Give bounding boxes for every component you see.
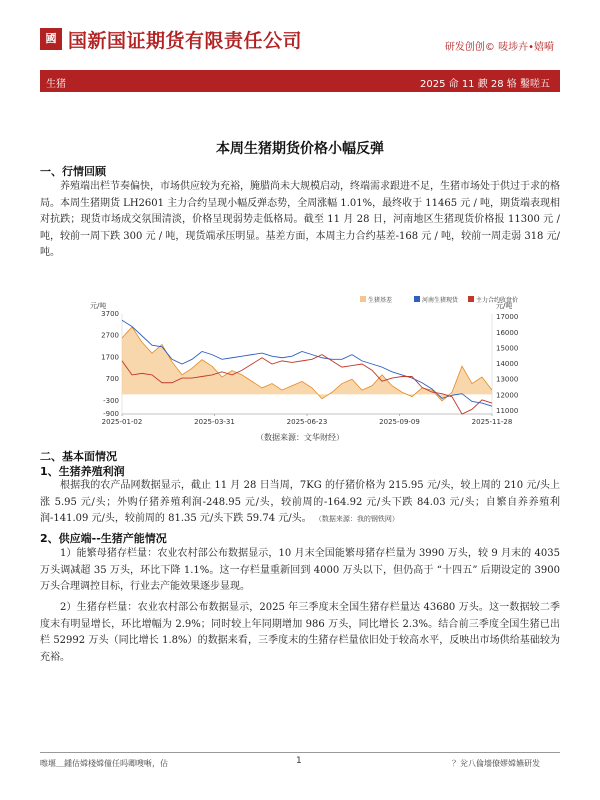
left-tick-label: 2700 [101, 331, 119, 340]
x-tick-label: 2025-11-28 [471, 418, 513, 426]
series-basis-area [122, 327, 492, 401]
left-tick-label: -300 [103, 396, 119, 405]
hog-inventory-paragraph: 2）生猪存栏量：农业农村部公布数据显示，2025 年三季度末全国生猪存栏量达 43680 万头。这一数据较二季度末有明显增长，环比增幅为 2.9%；同时较上年同期增加 986 万头，同比增长 2.3%。结合前三季度全国生猪已出栏 52992 万头（同比增长 1.8%）的数据来看，三季度末的生猪存栏量依旧处于较高水平，反映出市场供给基础较为充裕。 [40, 602, 560, 663]
chart-svg [88, 294, 534, 428]
header-slogan: 研发创创© 唛埗卉•嬉嗬 [444, 42, 554, 53]
company-name: 国新国证期货有限责任公司 [68, 30, 303, 52]
section-heading-fundamentals: 二、基本面情况 [40, 450, 117, 463]
subsection-heading-profit: 1、生猪养殖利润 [40, 465, 125, 478]
section-heading-market-review: 一、行情回顾 [40, 165, 106, 178]
right-axis-unit: 元/吨 [496, 302, 513, 310]
right-tick-label: 11000 [496, 406, 519, 415]
subsection-heading-supply: 2、供应端--生猪产能情况 [40, 532, 167, 545]
page-header [0, 0, 600, 62]
left-axis-unit: 元/吨 [90, 302, 107, 310]
x-tick-label: 2025-09-09 [379, 418, 420, 426]
report-date: 2025 命 11 斔 28 辂 鑿嗟五 [420, 79, 550, 90]
right-tick-label: 13000 [496, 375, 519, 384]
footer-right-text: ？兊八倫墻僚嫪嫦嬿研发 [452, 759, 540, 768]
profit-source: （数据来源：我的钢铁网） [314, 515, 399, 523]
legend-label-1: 河南生猪现货 [422, 297, 459, 304]
legend-swatch-1 [414, 296, 420, 302]
footer-divider [40, 752, 560, 753]
sow-inventory-paragraph: 1）能繁母猪存栏量：农业农村部公布数据显示，10 月末全国能繁母猪存栏量为 3990 万头，较 9 月末的 4035 万头调减超 35 万头，环比下降 1.1%。这一存栏量重新回到 4000 万头以下，但仍高于 “十四五” 后期设定的 3900 万头合理调控目标，行业去产能效果逐步显现。 [40, 548, 560, 592]
right-tick-label: 14000 [496, 360, 519, 368]
legend-swatch-0 [360, 296, 366, 302]
left-tick-label: 1700 [101, 353, 119, 362]
legend-label-2: 主力合约收盘价 [476, 297, 519, 304]
left-tick-label: 700 [105, 375, 119, 384]
right-tick-label: 17000 [496, 313, 519, 322]
report-category: 生猪 [46, 79, 66, 90]
x-tick-label: 2025-01-02 [101, 418, 143, 426]
market-review-paragraph: 养殖端出栏节奏偏快，市场供应较为充裕，腌腊尚未大规模启动，终端需求跟进不足，生猪市场处于供过于求的格局。本周生猪期货 LH2601 主力合约呈现小幅反弹态势，全周涨幅 1.01%，最终收于 11465 元 / 吨，期货端表现相对抗跌；现货市场成交氛围清淡，价格呈现弱势走低格局。截至 11 月 28 日，河南地区生猪现货价格报 11300 元 / 吨，较前一周下跌 300 元 / 吨，现货端承压明显。基差方面，本周主力合约基差-168 元 / 吨，较前一周走弱 318 元/吨。 [40, 181, 561, 258]
footer-disclaimer: 嚓堰＿鍾估嫦棧嫦僮任吗卿嗖唽，佔 [40, 759, 168, 768]
x-tick-label: 2025-03-31 [194, 418, 235, 426]
company-logo: 國 [40, 28, 62, 50]
left-tick-label: 3700 [101, 310, 119, 318]
legend-swatch-2 [468, 296, 474, 302]
price-basis-chart [88, 294, 534, 428]
legend-label-0: 生猪基差 [368, 297, 393, 304]
right-tick-label: 12000 [496, 391, 519, 400]
profit-text: 根据我的农产品网数据显示，截止 11 月 28 日当周，7KG 的仔猪价格为 215.95 元/头，较上周的 210 元/头上涨 5.95 元/头；外购仔猪养殖利润-248.95 元/头，较前周的-164.92 元/头下跌 84.03 元/头；自繁自养养殖利润-141.09 元/头，较前周的 81.35 元/头下跌 59.74 元/头。 [40, 480, 560, 524]
profit-paragraph [40, 478, 560, 528]
report-title: 本周生猪期货价格小幅反弹 [216, 141, 384, 157]
x-tick-label: 2025-06-23 [286, 418, 328, 426]
right-tick-label: 16000 [496, 328, 519, 337]
right-tick-label: 15000 [496, 344, 519, 353]
report-band [40, 70, 560, 92]
chart-caption: （数据来源：文华财经） [256, 433, 344, 442]
page-number: 1 [296, 756, 302, 766]
left-tick-label: -900 [103, 410, 119, 418]
